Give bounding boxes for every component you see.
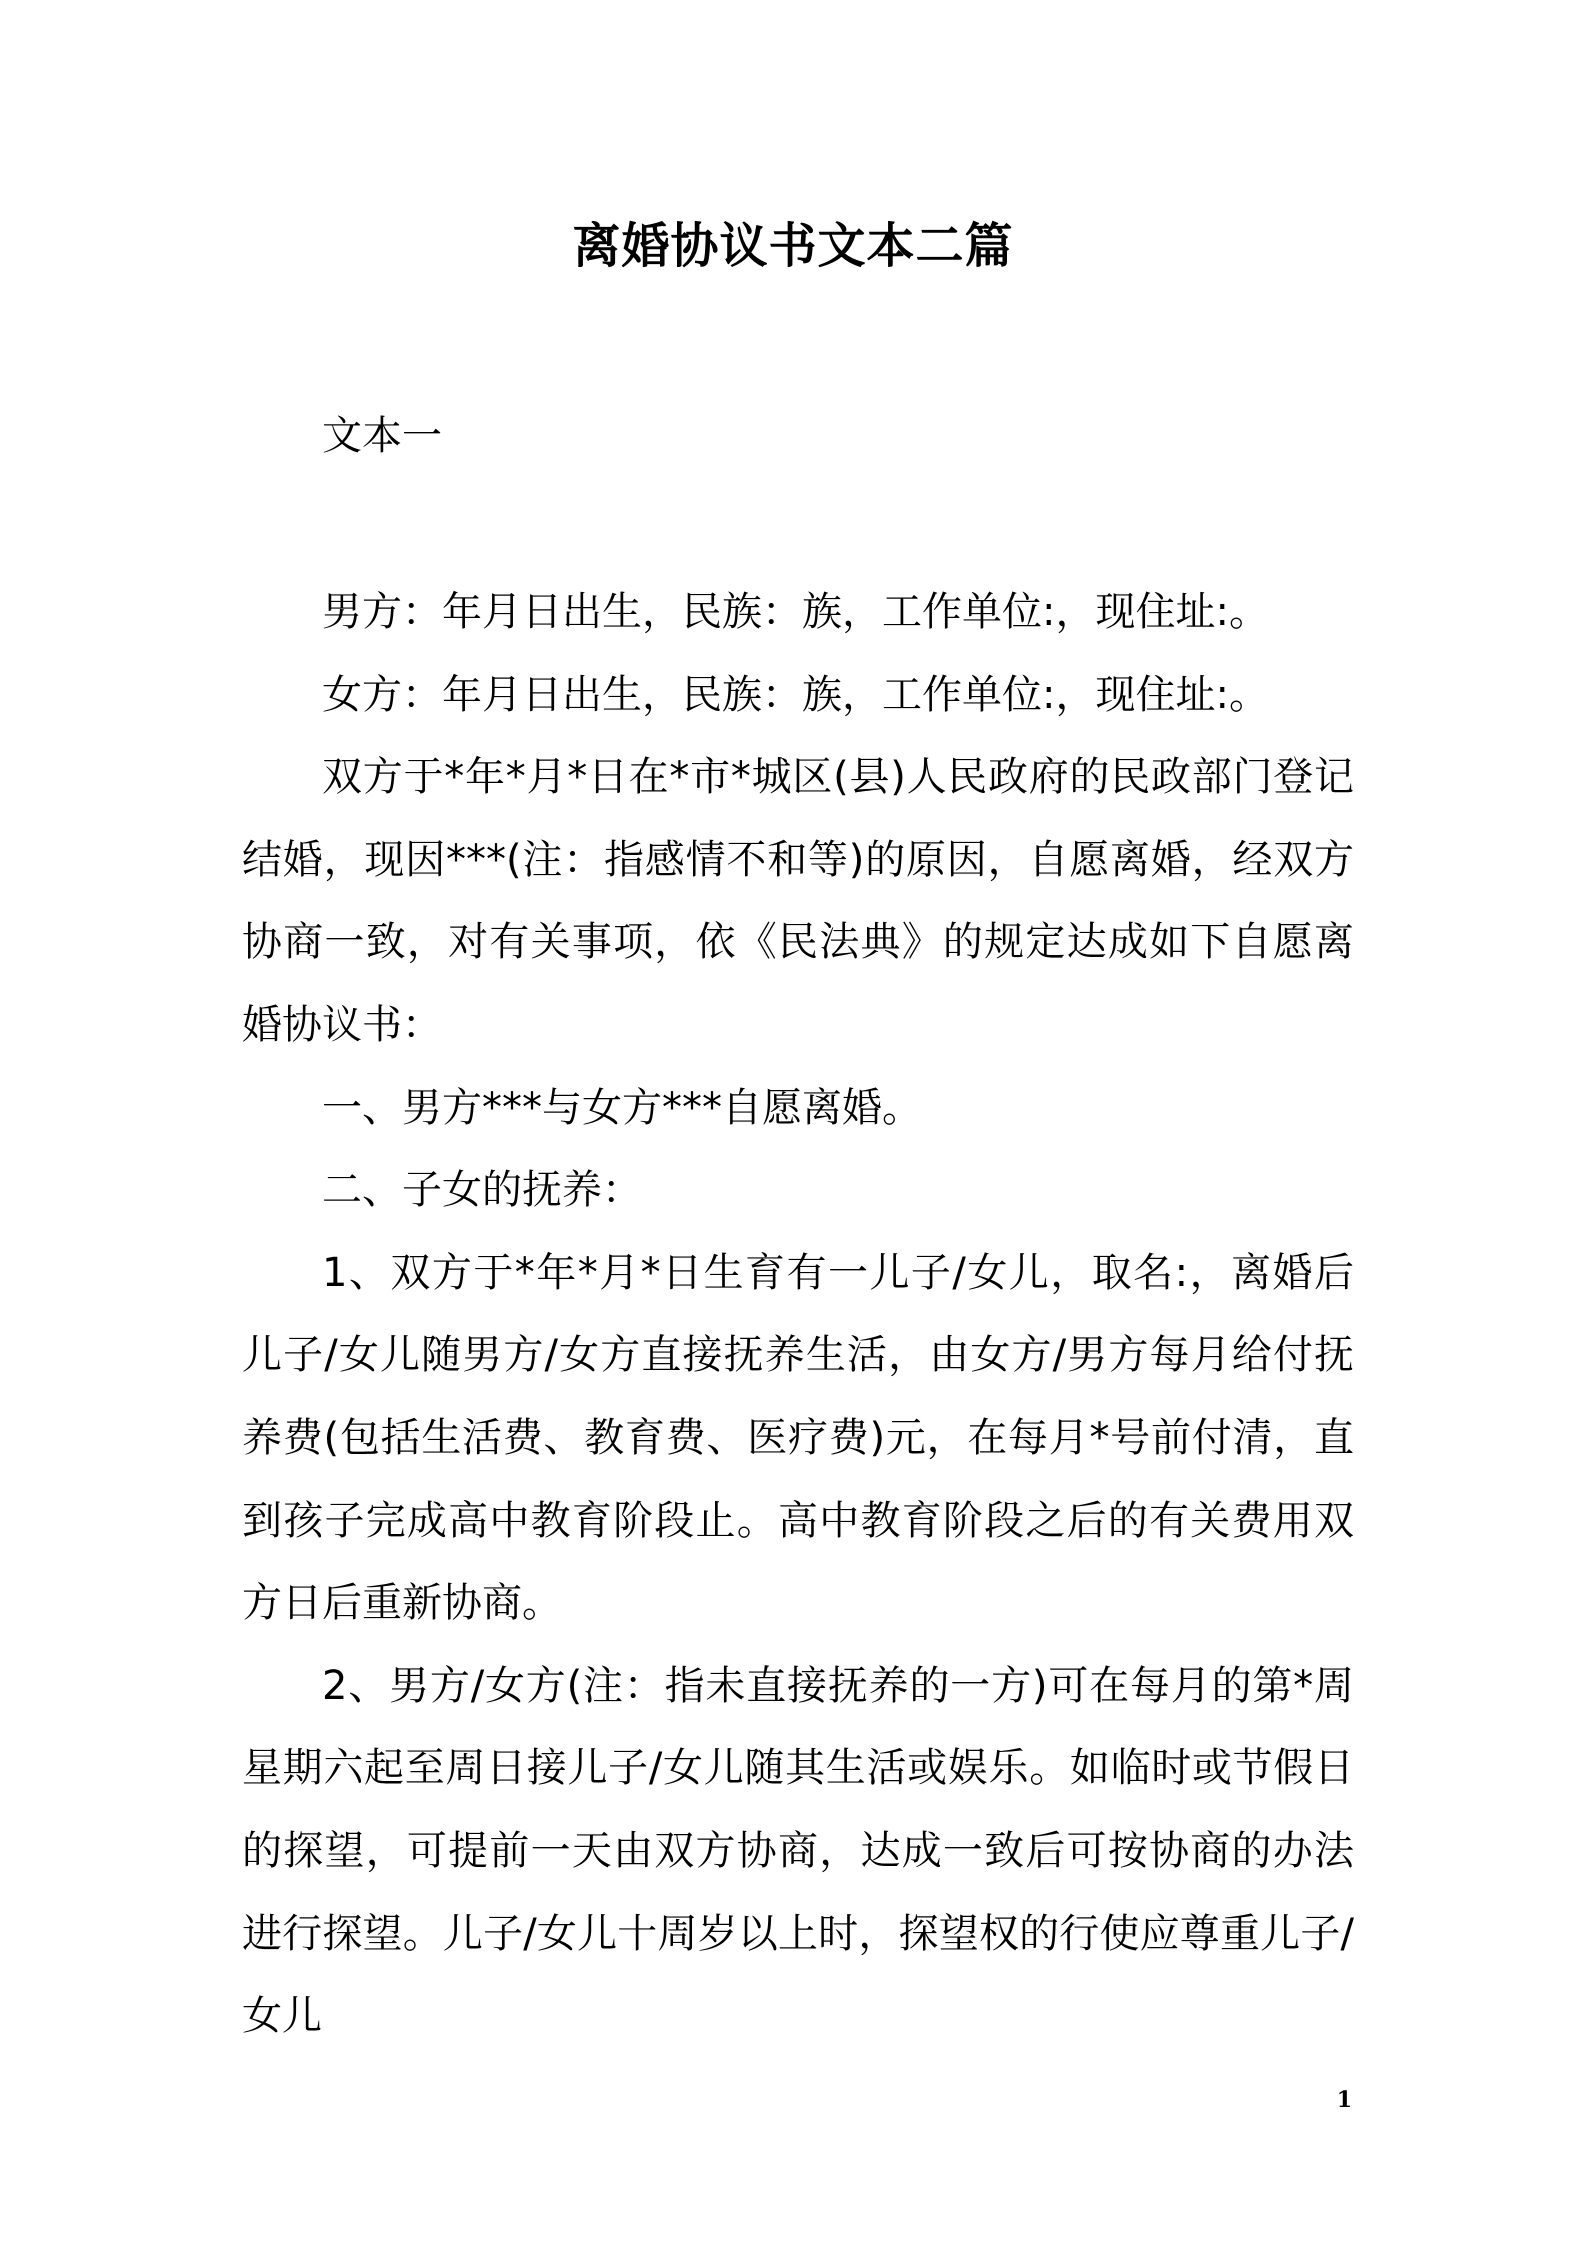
paragraph-male-party: 男方：年月日出生，民族：族，工作单位:，现住址:。	[322, 589, 1269, 635]
document-title: 离婚协议书文本二篇	[572, 218, 1014, 274]
paragraph-agreement-intro: 双方于*年*月*日在*市*城区(县)人民政府的民政部门登记结婚，现因***(注：指感情不和等)的原因，自愿离婚，经双方协商一致，对有关事项，依《民法典》的规定达成如下自愿离婚协议书：	[242, 754, 1354, 1048]
section-heading: 文本一	[322, 413, 442, 459]
page-number: 1	[1336, 2087, 1352, 2113]
paragraph-clause-two-heading: 二、子女的抚养：	[322, 1167, 642, 1214]
paragraph-visitation: 2、男方/女方(注：指未直接抚养的一方)可在每月的第*周星期六起至周日接儿子/女儿随其生活或娱乐。如临时或节假日的探望，可提前一天由双方协商，达成一致后可按协商的办法进行探望。儿子/女儿十周岁以上时，探望权的行使应尊重儿子/女儿	[242, 1662, 1354, 2040]
paragraph-female-party: 女方：年月日出生，民族：族，工作单位:，现住址:。	[322, 671, 1269, 718]
document-body	[242, 571, 1354, 2058]
paragraph-child-support: 1、双方于*年*月*日生育有一儿子/女儿，取名:，离婚后儿子/女儿随男方/女方直接抚养生活，由女方/男方每月给付抚养费(包括生活费、教育费、医疗费)元，在每月*号前付清，直到孩子完成高中教育阶段止。高中教育阶段之后的有关费用双方日后重新协商。	[242, 1249, 1354, 1627]
paragraph-clause-one: 一、男方***与女方***自愿离婚。	[322, 1084, 922, 1131]
